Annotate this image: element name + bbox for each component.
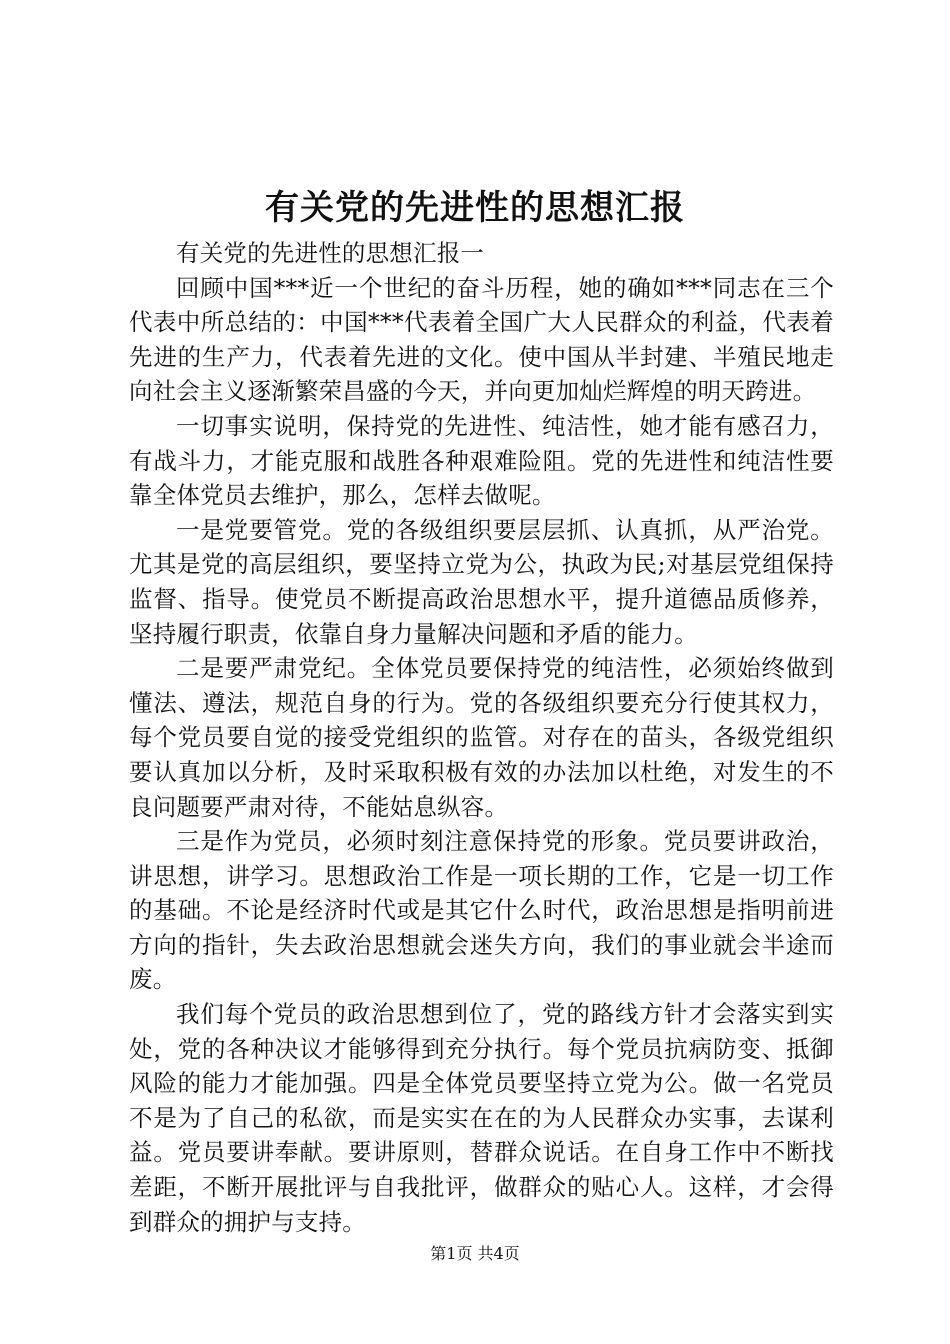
paragraph-6: 我们每个党员的政治思想到位了，党的路线方针才会落实到实处，党的各种决议才能够得到充分执行。每个党员抗病防变、抵御风险的能力才能加强。四是全体党员要坚持立党为公。做一名党员不是为了自己的私欲，而是实实在在的为人民群众办实事，去谋利益。党员要讲奉献。要讲原则，替群众说话。在自身工作中不断找差距，不断开展批评与自我批评，做群众的贴心人。这样，才会得到群众的拥护与支持。 <box>129 1000 834 1236</box>
paragraph-1: 回顾中国***近一个世纪的奋斗历程，她的确如***同志在三个代表中所总结的：中国***代表着全国广大人民群众的利益，代表着先进的生产力，代表着先进的文化。使中国从半封建、半殖民地走向社会主义逐渐繁荣昌盛的今天，并向更加灿烂辉煌的明天跨进。 <box>129 273 834 406</box>
paragraph-2: 一切事实说明，保持党的先进性、纯洁性，她才能有感召力，有战斗力，才能克服和战胜各种艰难险阻。党的先进性和纯洁性要靠全体党员去维护，那么，怎样去做呢。 <box>129 411 834 510</box>
document-body <box>129 236 834 1239</box>
paragraph-3: 一是党要管党。党的各级组织要层层抓、认真抓，从严治党。尤其是党的高层组织，要坚持立党为公，执政为民;对基层党组保持监督、指导。使党员不断提高政治思想水平，提升道德品质修养，坚持履行职责，依靠自身力量解决问题和矛盾的能力。 <box>129 515 834 648</box>
paragraph-5: 三是作为党员，必须时刻注意保持党的形象。党员要讲政治，讲思想，讲学习。思想政治工作是一项长期的工作，它是一切工作的基础。不论是经济时代或是其它什么时代，政治思想是指明前进方向的指针，失去政治思想就会迷失方向，我们的事业就会半途而废。 <box>129 827 834 994</box>
document-title: 有关党的先进性的思想汇报 <box>265 188 685 228</box>
page-number-footer: 第1页 共4页 <box>430 1244 520 1263</box>
paragraph-subtitle: 有关党的先进性的思想汇报一 <box>176 239 485 267</box>
paragraph-4: 二是要严肃党纪。全体党员要保持党的纯洁性，必须始终做到懂法、遵法，规范自身的行为。党的各级组织要充分行使其权力，每个党员要自觉的接受党组织的监管。对存在的苗头，各级党组织要认真加以分析，及时采取积极有效的办法加以杜绝，对发生的不良问题要严肃对待，不能姑息纵容。 <box>129 654 834 821</box>
